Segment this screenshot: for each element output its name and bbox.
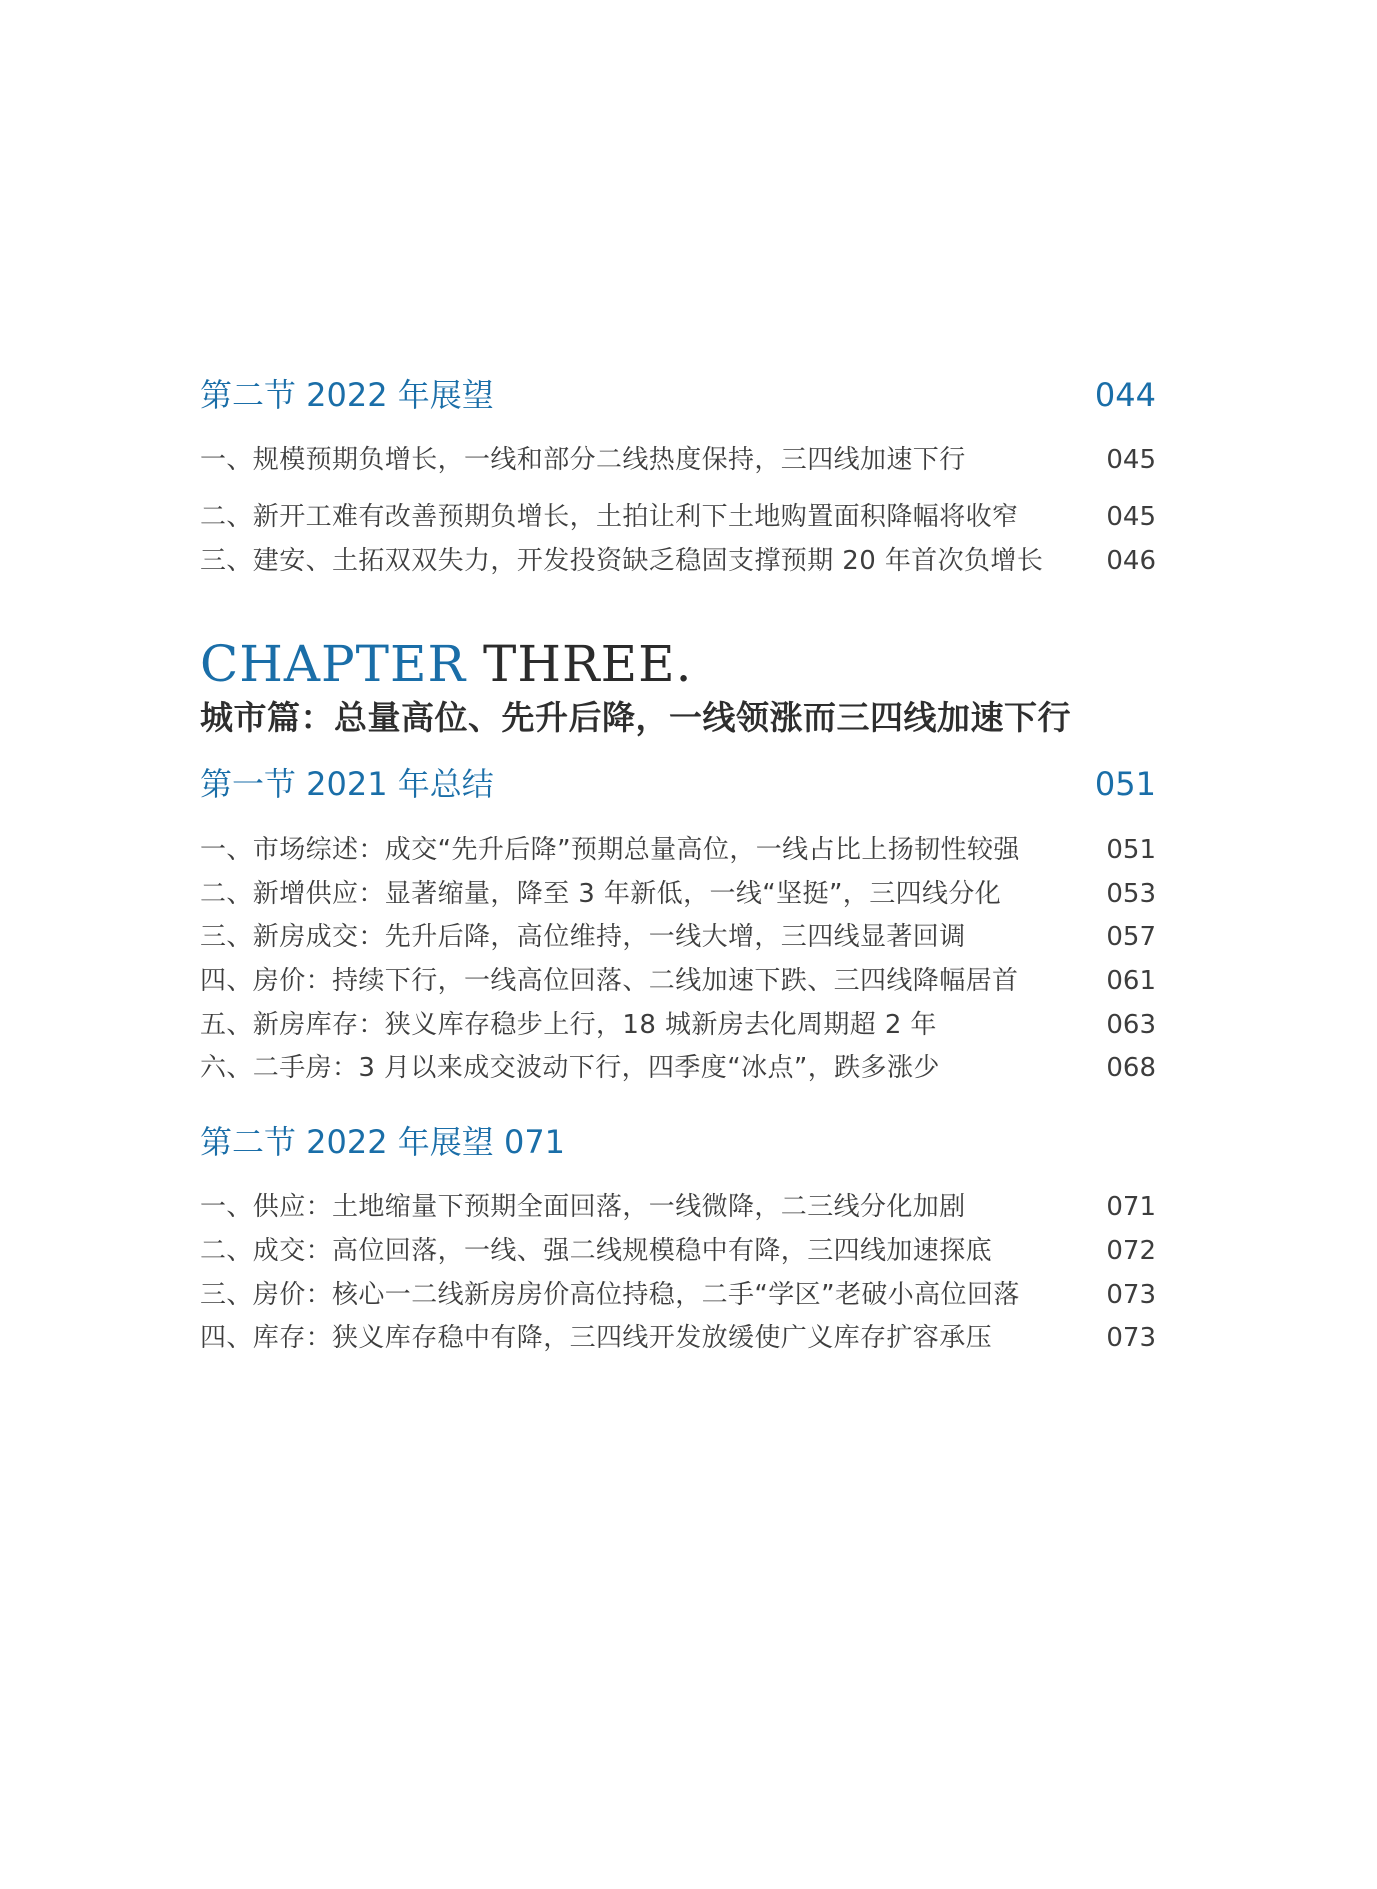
section-title: 第二节 2022 年展望 071 bbox=[200, 1123, 566, 1161]
chapter-label-word: CHAPTER bbox=[200, 635, 467, 693]
toc-entry-page: 073 bbox=[1106, 1323, 1156, 1353]
toc-entry-page: 045 bbox=[1106, 502, 1156, 532]
toc-entry-text: 四、库存：狭义库存稳中有降，三四线开发放缓使广义库存扩容承压 bbox=[200, 1323, 993, 1353]
toc-entry[interactable] bbox=[200, 833, 1156, 867]
toc-entry-page: 045 bbox=[1106, 445, 1156, 475]
toc-entry-text: 二、新增供应：显著缩量，降至 3 年新低，一线“坚挺”，三四线分化 bbox=[200, 879, 1002, 909]
section-heading-2022-outlook-city[interactable] bbox=[200, 1122, 1156, 1162]
toc-entry-page: 051 bbox=[1106, 835, 1156, 865]
toc-entry-page: 063 bbox=[1106, 1010, 1156, 1040]
toc-entry-text: 二、成交：高位回落，一线、强二线规模稳中有降，三四线加速探底 bbox=[200, 1236, 993, 1266]
toc-entry-text: 六、二手房：3 月以来成交波动下行，四季度“冰点”，跌多涨少 bbox=[200, 1053, 940, 1083]
toc-entry[interactable] bbox=[200, 1234, 1156, 1268]
toc-entry[interactable] bbox=[200, 1321, 1156, 1355]
toc-entry-text: 三、建安、土拓双双失力，开发投资缺乏稳固支撑预期 20 年首次负增长 bbox=[200, 546, 1044, 576]
toc-entry[interactable] bbox=[200, 964, 1156, 998]
section-page-number: 051 bbox=[1094, 765, 1156, 803]
toc-entry-text: 二、新开工难有改善预期负增长，土拍让利下土地购置面积降幅将收窄 bbox=[200, 502, 1019, 532]
toc-entry[interactable] bbox=[200, 443, 1156, 477]
toc-entry-text: 一、市场综述：成交“先升后降”预期总量高位，一线占比上扬韧性较强 bbox=[200, 835, 1020, 865]
toc-entry[interactable] bbox=[200, 877, 1156, 911]
toc-entry-page: 071 bbox=[1106, 1192, 1156, 1222]
toc-entry[interactable] bbox=[200, 500, 1156, 534]
toc-entry[interactable] bbox=[200, 1278, 1156, 1312]
toc-entry-text: 一、规模预期负增长，一线和部分二线热度保持，三四线加速下行 bbox=[200, 445, 966, 475]
chapter-title: 城市篇：总量高位、先升后降，一线领涨而三四线加速下行 bbox=[200, 698, 1071, 737]
toc-entry[interactable] bbox=[200, 1051, 1156, 1085]
chapter-number-word: THREE. bbox=[483, 635, 693, 693]
toc-entry-page: 053 bbox=[1106, 879, 1156, 909]
toc-entry-page: 057 bbox=[1106, 922, 1156, 952]
toc-entry[interactable] bbox=[200, 1008, 1156, 1042]
section-heading-2022-outlook[interactable] bbox=[200, 375, 1156, 415]
toc-entry-text: 四、房价：持续下行，一线高位回落、二线加速下跌、三四线降幅居首 bbox=[200, 966, 1019, 996]
section-title: 第一节 2021 年总结 bbox=[200, 765, 494, 803]
toc-entry-text: 三、房价：核心一二线新房房价高位持稳，二手“学区”老破小高位回落 bbox=[200, 1280, 1020, 1310]
toc-entry-text: 三、新房成交：先升后降，高位维持，一线大增，三四线显著回调 bbox=[200, 922, 966, 952]
section-heading-2021-summary[interactable] bbox=[200, 764, 1156, 804]
toc-entry-text: 一、供应：土地缩量下预期全面回落，一线微降，二三线分化加剧 bbox=[200, 1192, 966, 1222]
section-page-number: 044 bbox=[1094, 376, 1156, 414]
toc-entry-page: 073 bbox=[1106, 1280, 1156, 1310]
toc-entry-page: 046 bbox=[1106, 546, 1156, 576]
toc-entry-page: 068 bbox=[1106, 1053, 1156, 1083]
chapter-label bbox=[200, 636, 693, 692]
toc-entry[interactable] bbox=[200, 920, 1156, 954]
section-title: 第二节 2022 年展望 bbox=[200, 376, 494, 414]
toc-entry[interactable] bbox=[200, 1190, 1156, 1224]
toc-entry[interactable] bbox=[200, 544, 1156, 578]
toc-entry-page: 061 bbox=[1106, 966, 1156, 996]
toc-entry-text: 五、新房库存：狭义库存稳步上行，18 城新房去化周期超 2 年 bbox=[200, 1010, 937, 1040]
toc-entry-page: 072 bbox=[1106, 1236, 1156, 1266]
